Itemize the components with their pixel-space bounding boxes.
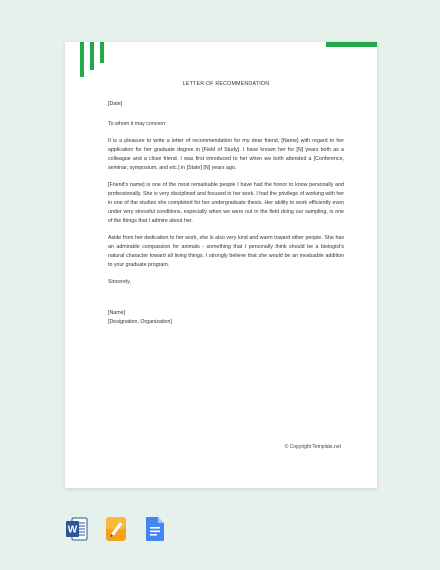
copyright-text: © Copyright Template.net	[284, 444, 341, 450]
letter-paragraph: It is a pleasure to write a letter of recommendation for my dear friend, [Name] with regard to her application for her graduate degree in [Field of Study]. I have known her for [N] years both as a colleague and a close friend. I was first introduced to her when we both attended a [Conference, seminar, symposium, and etc.] in [State] [N] years ago.	[108, 138, 344, 171]
letter-paragraph: Aside from her dedication to her work, she is also very kind and warm toward other people. She has an admirable compassion for animals - something that I personally think should be a biologist's natural character toward all living things. I strongly believe that she would be an invaluable addition to your graduate program.	[108, 235, 344, 268]
decor-bar-vertical	[80, 42, 84, 77]
signature-title: [Designation, Organization]	[108, 319, 172, 325]
letter-paragraph: [Friend's name] is one of the most remarkable people I have had the honor to know personally and professionally. She is very disciplined and focused in her work. I had the privilege of working with her in one of the studies she completed for her undergraduate thesis. Her ability to work efficiently even under very stressful conditions, especially when we were out in the field doing our sampling, is one of the things that I admire about her.	[108, 182, 344, 224]
letter-salutation: To whom it may concern:	[108, 121, 167, 127]
pages-icon[interactable]	[105, 516, 125, 542]
document-page	[65, 42, 377, 488]
letter-body	[108, 80, 344, 327]
letter-date: [Date]	[108, 101, 123, 107]
letter-closing: Sincerely,	[108, 279, 131, 285]
google-docs-icon[interactable]	[145, 516, 165, 542]
decor-bar-vertical	[100, 42, 104, 63]
svg-text:W: W	[67, 524, 78, 536]
letter-title: LETTER OF RECOMMENDATION	[182, 81, 270, 87]
decor-bar-horizontal	[326, 42, 377, 47]
decor-bar-vertical	[90, 42, 94, 70]
word-icon[interactable]	[66, 516, 86, 542]
signature-name: [Name]	[108, 310, 126, 316]
